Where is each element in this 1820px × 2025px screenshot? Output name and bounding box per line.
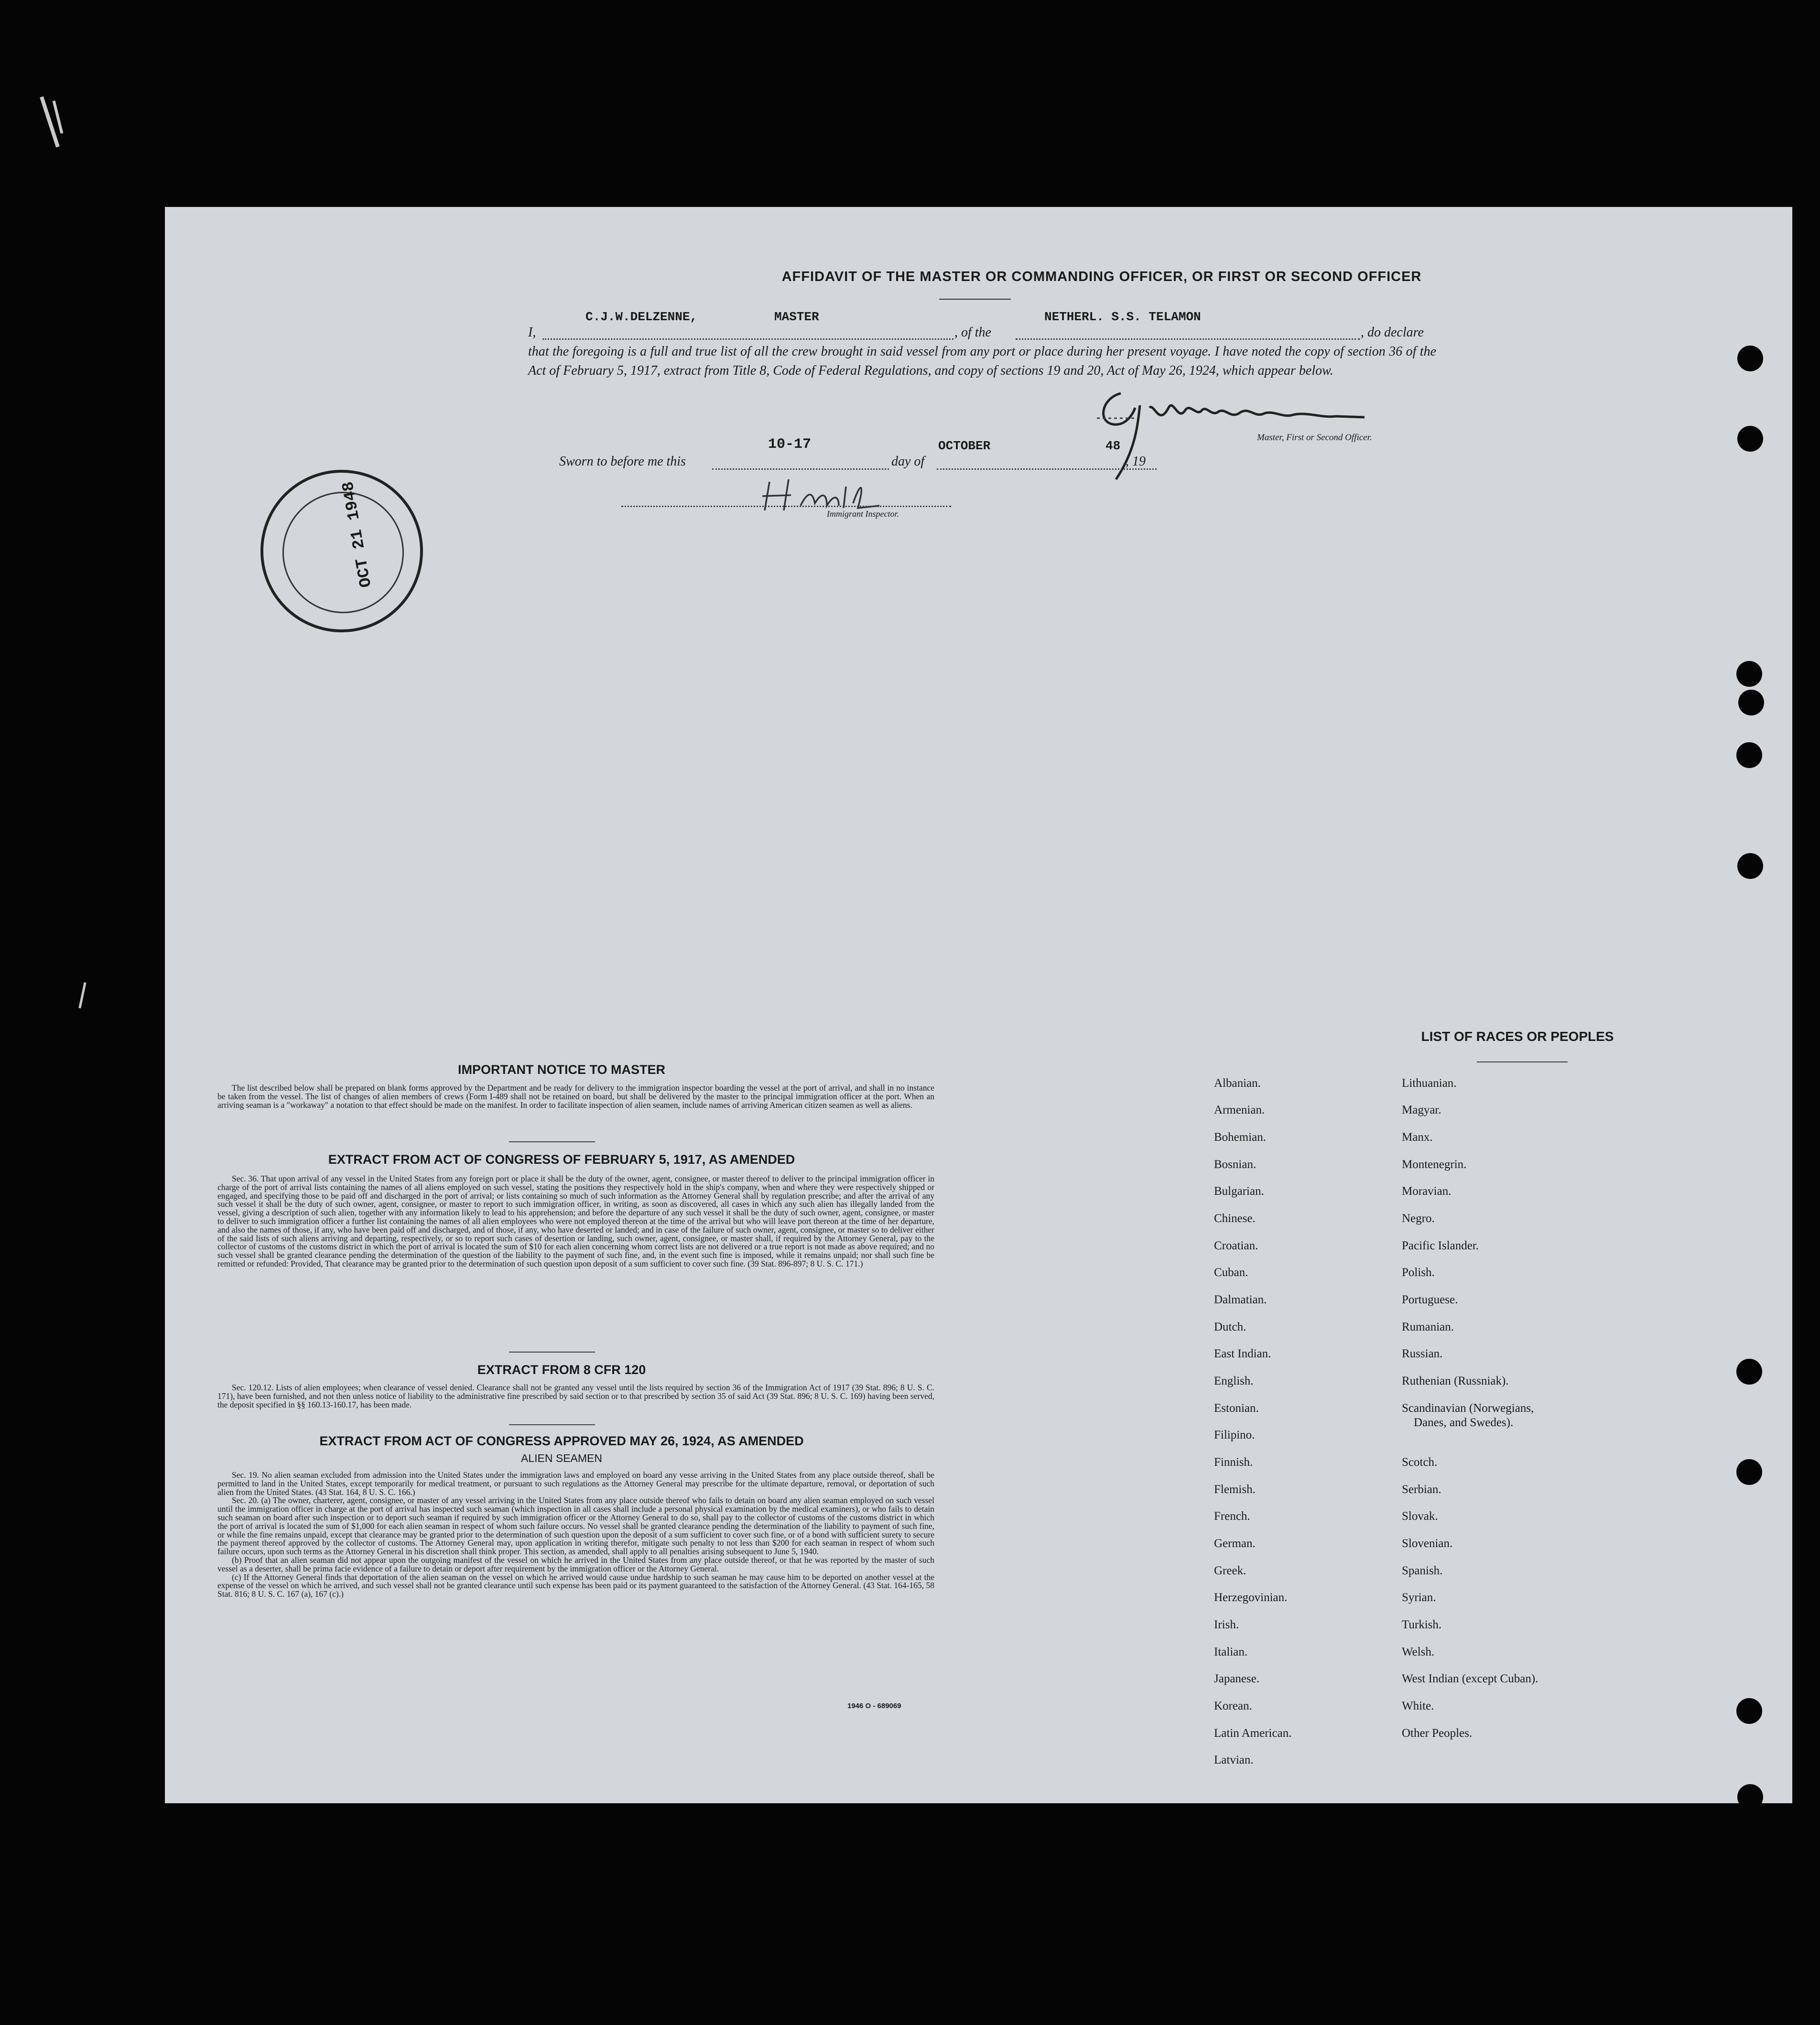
- race-item: English.: [1214, 1375, 1254, 1387]
- master-name: C.J.W.DELZENNE,: [585, 310, 698, 324]
- film-scratch: [40, 96, 60, 147]
- race-item: Serbian.: [1402, 1483, 1441, 1496]
- punch-hole: [1737, 346, 1763, 371]
- date-stamp: [260, 470, 423, 632]
- film-scratch: [78, 982, 86, 1008]
- race-item: Portuguese.: [1402, 1293, 1458, 1306]
- notice-title: IMPORTANT NOTICE TO MASTER: [458, 1062, 665, 1077]
- races-title: LIST OF RACES OR PEOPLES: [1421, 1029, 1614, 1044]
- race-item: West Indian (except Cuban).: [1402, 1672, 1538, 1685]
- race-item: Syrian.: [1402, 1591, 1436, 1604]
- race-item: Chinese.: [1214, 1212, 1256, 1225]
- name-rank-line: [542, 338, 953, 340]
- race-item: Lithuanian.: [1402, 1077, 1457, 1090]
- of-the-label: , of the: [954, 325, 991, 340]
- day-of-label: day of: [891, 454, 925, 469]
- punch-hole: [1736, 661, 1762, 687]
- section-20a-text: Sec. 20. (a) The owner, charterer, agent, consignee, or master of any vessel arriving in the United States from any place outside thereof who fails to detain on board any alien seaman employed on such vessel until the immigration officer in charge at the port of arrival has inspected such seaman (which inspection in all cases shall include a personal physical examination by the medical examiners), or who fails to detain such seaman on board after such inspection or to deport such seaman if required by such immigration officer or the Attorney General to do so, shall pay to the collector of customs of the customs district in which the port of arrival is located the sum of $1,000 for each alien seaman in respect of whom such failure occurs. No vessel shall be granted clearance pending the determination of the liability to payment of such fine, or while the fine remains unpaid, except that clearance may be granted prior to the determination of such question upon the deposit of a sum sufficient to cover such fine, or of a bond with sufficient surety to secure the payment thereof approved by the collector of customs. The Attorney General may, upon application in writing therefor, mitigate such penalty to not less than $200 for each seaman in respect of whom such failure occurs, upon such terms as the Attorney General in his discretion shall think proper. This section, as amended, shall apply to all penalties arising subsequent to June 5, 1940.: [217, 1495, 934, 1557]
- extract-1917-title: EXTRACT FROM ACT OF CONGRESS OF FEBRUARY 5, 1917, AS AMENDED: [328, 1152, 795, 1167]
- race-item: Latin American.: [1214, 1727, 1292, 1740]
- races-divider: [1477, 1061, 1568, 1062]
- vessel-line: [1016, 338, 1360, 340]
- race-item: Scotch.: [1402, 1456, 1438, 1469]
- section-19-text: Sec. 19. No alien seaman excluded from admission into the United States under the immigration laws and employed on board any vesse arriving in the United States from any place outside thereof, shall be permitted to land in the United States, except temporarily for medical treatment, or pursuant to such regulations as the Attorney General may prescribe for the ultimate departure, removal, or deportation of such alien from the United States. (43 Stat. 164, 8 U. S. C. 166.): [217, 1470, 934, 1497]
- race-item: Russian.: [1402, 1347, 1443, 1360]
- race-item: Dalmatian.: [1214, 1293, 1267, 1306]
- punch-hole: [1737, 426, 1763, 452]
- declaration-text: that the foregoing is a full and true list of all the crew brought in said vessel from any port or place during her present voyage. I have noted the copy of section 36 of the Act of February 5, 1917, extract from Title 8, Code of Federal Regulations, and copy of sections 19 and 20, Act of May 26, 1924, which appear below.: [528, 344, 1436, 378]
- race-item: Pacific Islander.: [1402, 1239, 1479, 1252]
- section-20c-text: (c) If the Attorney General finds that deportation of the alien seaman on the vessel on which he arrived would cause undue hardship to such seaman he may cause him to be deported on another vessel at the expense of the vessel on which he arrived, and such vessel shall not be granted clearance until such expense has been paid or its payment guaranteed to the satisfaction of the Attorney General. (43 Stat. 164-165, 58 Stat. 816; 8 U. S. C. 167 (a), 167 (c).): [217, 1572, 934, 1599]
- race-item: Other Peoples.: [1402, 1727, 1473, 1740]
- officer-caption: Master, First or Second Officer.: [1257, 433, 1372, 443]
- section-36-text: Sec. 36. That upon arrival of any vessel in the United States from any foreign port or place it shall be the duty of the owner, agent, consignee, or master thereof to deliver to the principal immigration officer in charge of the port of arrival lists containing the names of all aliens employed on such vessel, stating the positions they respectively hold in the ship's company, when and where they were respectively shipped or engaged, and specifying those to be paid off and discharged in the port of arrival; or lists containing so much of such information as the Attorney General shall by regulation prescribe; and after the arrival of any such vessel it shall be the duty of such owner, agent, consignee, or master to report to such immigration officer, in writing, as soon as discovered, all cases in which any such alien has illegally landed from the vessel, giving a description of such alien, together with any information likely to lead to his apprehension; and before the departure of any such vessel it shall be the duty of such owner, agent, consignee, or master to deliver to such immigration officer a further list containing the names of all alien employees who were not employed thereon at the time of the arrival but who will leave port thereon at the time of her departure, and also the names of those, if any, who have been paid off and discharged, and of those, if any, who have deserted or landed; and in case of the failure of such owner, agent, consignee, or master so to deliver either of the said lists of such aliens arriving and departing, respectively, or so to report such cases of desertion or landing, such owner, agent, consignee, or master shall, if required by the Attorney General, pay to the collector of customs of the customs district in which the port of arrival is located the sum of $10 for each alien concerning whom correct lists are not delivered or a true report is not made as above required; and no such vessel shall be granted clearance pending the determination of the question of the liability to the payment of such fine, and, in the event such fine is imposed, while it remains unpaid; nor shall such fine be remitted or refunded: Provided, That clearance may be granted prior to the determination of such question upon deposit of a sum sufficient to cover such fine. (39 Stat. 896-897; 8 U. S. C. 171.): [217, 1174, 934, 1268]
- race-item: French.: [1214, 1510, 1250, 1523]
- month-value: OCTOBER: [938, 439, 991, 453]
- race-item: Korean.: [1214, 1700, 1252, 1712]
- race-item: Armenian.: [1214, 1104, 1265, 1116]
- race-item: Flemish.: [1214, 1483, 1256, 1496]
- punch-hole: [1737, 1784, 1763, 1810]
- race-item: Bulgarian.: [1214, 1185, 1264, 1198]
- race-item: Cuban.: [1214, 1266, 1248, 1279]
- race-item: Magyar.: [1402, 1104, 1441, 1116]
- day-value: 10-17: [768, 436, 812, 453]
- race-item: Croatian.: [1214, 1239, 1258, 1252]
- race-item: Greek.: [1214, 1564, 1246, 1577]
- punch-hole: [1736, 742, 1762, 768]
- race-item: Slovenian.: [1402, 1537, 1453, 1550]
- race-item: Negro.: [1402, 1212, 1435, 1225]
- extract-1924-body: [217, 1471, 934, 1599]
- race-item: Italian.: [1214, 1646, 1248, 1658]
- race-item: Irish.: [1214, 1618, 1239, 1631]
- notice-body: [217, 1084, 934, 1109]
- notice-paragraph: The list described below shall be prepared on blank forms approved by the Department and be ready for delivery to the immigration inspector boarding the vessel at the port of arrival, and shall in no instance be taken from the vessel. The list of changes of alien members of crews (Form I-489 shall not be retained on board, but shall be delivered by the master to the principal immigration officer at the port. When an arriving seaman is a "workaway" a notation to that effect should be made on the manifest. In order to facilitate inspection of alien seamen, include names of arriving American citizen seamen as well as aliens.: [217, 1083, 934, 1110]
- race-item: Herzegovinian.: [1214, 1591, 1288, 1604]
- race-item: Montenegrin.: [1402, 1158, 1467, 1171]
- race-item: Polish.: [1402, 1266, 1435, 1279]
- affidavit-page: [165, 207, 1792, 1803]
- race-item: Danes, and Swedes).: [1414, 1416, 1514, 1429]
- master-rank: MASTER: [774, 310, 819, 324]
- race-item: Japanese.: [1214, 1672, 1260, 1685]
- section-20b-text: (b) Proof that an alien seaman did not appear upon the outgoing manifest of the vessel on which he arrived in the United States from any place outside thereof, or that he was reported by the master of such vessel as a deserter, shall be prima facie evidence of a failure to detain or deport after requirement by the immigration officer or the Attorney General.: [217, 1555, 934, 1573]
- title-divider: [939, 299, 1011, 300]
- punch-hole: [1736, 1459, 1762, 1485]
- extract-cfr-body: [217, 1384, 934, 1409]
- affidavit-title: AFFIDAVIT OF THE MASTER OR COMMANDING OFFICER, OR FIRST OR SECOND OFFICER: [781, 269, 1422, 284]
- race-item: East Indian.: [1214, 1347, 1271, 1360]
- alien-seamen-subtitle: ALIEN SEAMEN: [521, 1452, 602, 1464]
- punch-hole: [1736, 1359, 1762, 1385]
- race-item: Turkish.: [1402, 1618, 1442, 1631]
- vessel-name: NETHERL. S.S. TELAMON: [1044, 310, 1201, 324]
- race-item: Moravian.: [1402, 1185, 1452, 1198]
- i-label: I,: [528, 325, 536, 340]
- race-item: Bosnian.: [1214, 1158, 1257, 1171]
- inspector-line: [621, 506, 951, 507]
- extract-1924-title: EXTRACT FROM ACT OF CONGRESS APPROVED MAY 26, 1924, AS AMENDED: [319, 1434, 804, 1448]
- extract-1917-body: [217, 1175, 934, 1268]
- race-item: White.: [1402, 1700, 1434, 1712]
- race-item: Bohemian.: [1214, 1131, 1267, 1144]
- race-item: Rumanian.: [1402, 1321, 1454, 1333]
- sworn-label: Sworn to before me this: [559, 454, 686, 469]
- race-item: Slovak.: [1402, 1510, 1438, 1523]
- race-item: Manx.: [1402, 1131, 1433, 1144]
- race-item: Filipino.: [1214, 1429, 1255, 1441]
- race-item: Welsh.: [1402, 1646, 1435, 1658]
- race-item: Dutch.: [1214, 1321, 1246, 1333]
- section-divider: [509, 1141, 595, 1142]
- race-item: Ruthenian (Russniak).: [1402, 1375, 1509, 1387]
- race-item: Estonian.: [1214, 1402, 1259, 1415]
- do-declare-label: , do declare: [1361, 325, 1424, 340]
- month-line: [937, 468, 1157, 470]
- punch-hole: [1736, 1698, 1762, 1724]
- year-value: 48: [1105, 439, 1121, 453]
- print-code: 1946 O - 689069: [847, 1702, 901, 1710]
- section-120-12-text: Sec. 120.12. Lists of alien employees; when clearance of vessel denied. Clearance shall not be granted any vessel until the lists required by section 36 of the Immigration Act of 1917 (39 Stat. 896; 8 U. S. C. 171), have been furnished, and not then unless notice of liability to the administrative fine prescribed by said section or to that prescribed by section 35 of said Act (39 Stat. 896; 8 U. S. C. 169) having been served, the deposit specified in §§ 160.13-160.17, has been made.: [217, 1383, 934, 1409]
- race-item: Albanian.: [1214, 1077, 1261, 1090]
- punch-hole: [1738, 690, 1764, 715]
- race-item: German.: [1214, 1537, 1256, 1550]
- punch-hole: [1737, 853, 1763, 879]
- race-item: Finnish.: [1214, 1456, 1253, 1469]
- stamp-date: OCT 21 1948: [339, 480, 376, 589]
- inspector-caption: Immigrant Inspector.: [827, 509, 899, 519]
- race-item: Spanish.: [1402, 1564, 1443, 1577]
- race-item: Scandinavian (Norwegians,: [1402, 1402, 1534, 1415]
- section-divider: [509, 1352, 595, 1353]
- extract-cfr-title: EXTRACT FROM 8 CFR 120: [477, 1363, 646, 1377]
- day-line: [712, 468, 889, 470]
- section-divider: [509, 1424, 595, 1425]
- race-item: Latvian.: [1214, 1754, 1254, 1766]
- year-prefix: , 19: [1126, 454, 1146, 469]
- stamp-inner-ring: [282, 492, 404, 613]
